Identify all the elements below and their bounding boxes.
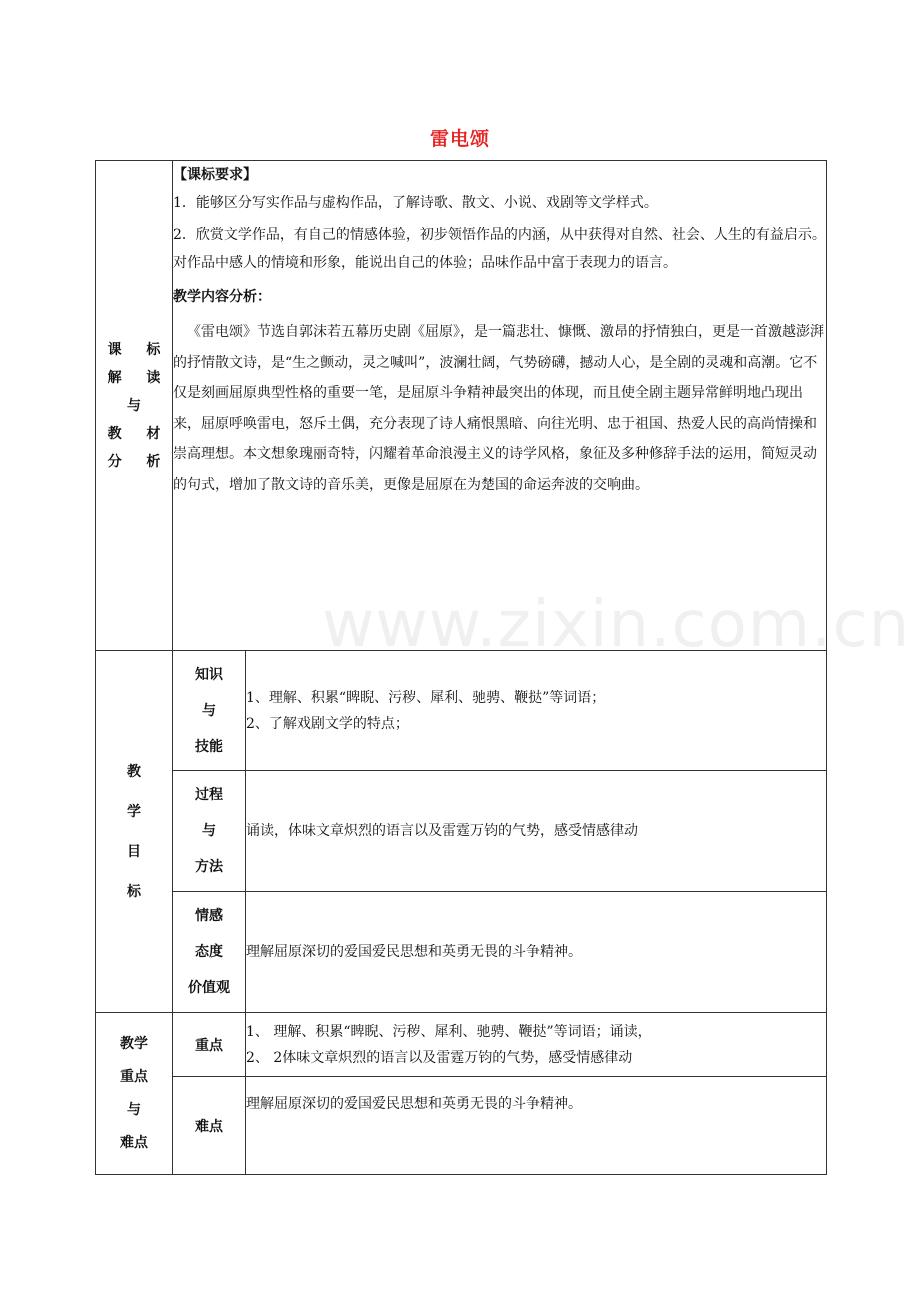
objective-line: 理解屈原深切的爱国爱民思想和英勇无畏的斗争精神。 <box>246 944 582 960</box>
objective-line: 诵读，体味文章炽烈的语言以及雷霆万钧的气势，感受情感律动 <box>246 823 638 839</box>
section-label-key-points <box>96 1013 173 1175</box>
section-label-line: 课 标 <box>107 341 171 358</box>
sub-label-line: 价值观 <box>188 980 230 996</box>
curriculum-content <box>173 161 827 651</box>
page-title: 雷电颂 <box>429 128 490 150</box>
analysis-heading: 教学内容分析： <box>173 289 271 305</box>
curriculum-item: 2．欣赏文学作品，有自己的情感体验，初步领悟作品的内涵，从中获得对自然、社会、人生的有益启示。对作品中感人的情境和形象，能说出自己的体验；品味作品中富于表现力的语言。 <box>173 227 826 271</box>
key-point-line: 理解屈原深切的爱国爱民思想和英勇无畏的斗争精神。 <box>246 1096 582 1112</box>
key-point-sub-label: 重点 <box>173 1013 246 1077</box>
sub-label-line: 方法 <box>195 859 223 875</box>
key-point-sub-label: 难点 <box>173 1077 246 1175</box>
sub-label-line: 与 <box>202 702 216 719</box>
key-points-row <box>96 1077 827 1175</box>
key-point-text <box>246 1013 827 1077</box>
watermark: www.zixin.com.cn <box>322 588 911 662</box>
objective-text <box>246 771 827 892</box>
objective-text <box>246 892 827 1013</box>
key-point-text <box>246 1077 827 1175</box>
analysis-paragraph: 《雷电颂》节选自郭沫若五幕历史剧《屈原》，是一篇悲壮、慷慨、激昂的抒情独白，更是一首激越澎湃的抒情散文诗，是“生之颤动，灵之喊叫”，波澜壮阔，气势磅礴，撼动人心，是全剧的灵魂和高潮。它不仅是刻画屈原典型性格的重要一笔，是屈原斗争精神最突出的体现，而且使全剧主题异常鲜明地凸现出来，屈原呼唤雷电，怒斥土偶，充分表现了诗人痛恨黑暗、向往光明、忠于祖国、热爱人民的高尚情操和崇高理想。本文想象瑰丽奇特，闪耀着革命浪漫主义的诗学风格，象征及多种修辞手法的运用，简短灵动的句式，增加了散文诗的音乐美，更像是屈原在为楚国的命运奔波的交响曲。 <box>173 324 824 493</box>
section-label-line: 与 <box>127 397 141 414</box>
curriculum-item: 1．能够区分写实作品与虚构作品，了解诗歌、散文、小说、戏剧等文学样式。 <box>173 195 658 211</box>
section-label-curriculum <box>96 161 173 651</box>
key-point-line: 2、 2体味文章炽烈的语言以及雷霆万钧的气势，感受情感律动 <box>246 1049 633 1066</box>
sub-label-line: 技能 <box>195 738 223 755</box>
sub-label-line: 过程 <box>195 787 223 803</box>
curriculum-heading: 【课标要求】 <box>173 167 257 183</box>
sub-label-line: 知识 <box>195 666 223 683</box>
objective-row <box>96 651 827 771</box>
key-point-line: 1、 理解、积累“睥睨、污秽、犀利、驰骋、鞭挞”等词语；诵读， <box>246 1023 652 1040</box>
curriculum-analysis-row <box>96 161 827 651</box>
section-label-line: 解 读 <box>107 369 171 386</box>
section-label-objectives <box>96 651 173 1013</box>
section-label-line: 教学 <box>120 1035 148 1052</box>
sub-label-line: 情感 <box>195 908 223 924</box>
sub-label-line: 与 <box>202 823 216 839</box>
objective-sub-label <box>173 771 246 892</box>
section-label-line: 教 材 <box>107 425 171 442</box>
lesson-plan-table <box>95 160 827 1175</box>
section-label-line: 教 <box>127 763 141 780</box>
objective-row <box>96 892 827 1013</box>
section-label-line: 分 析 <box>107 453 171 470</box>
objective-sub-label <box>173 892 246 1013</box>
key-points-row <box>96 1013 827 1077</box>
section-label-line: 难点 <box>120 1134 148 1151</box>
objective-line: 2、了解戏剧文学的特点； <box>246 715 409 732</box>
section-label-line: 学 <box>127 803 141 820</box>
objective-row <box>96 771 827 892</box>
section-label-line: 目 <box>127 843 141 860</box>
objective-sub-label <box>173 651 246 771</box>
section-label-line: 重点 <box>120 1068 148 1085</box>
objective-line: 1、理解、积累“睥睨、污秽、犀利、驰骋、鞭挞”等词语； <box>246 689 606 706</box>
objective-text <box>246 651 827 771</box>
section-label-line: 与 <box>127 1101 141 1118</box>
sub-label-line: 态度 <box>195 944 223 960</box>
section-label-line: 标 <box>127 883 141 900</box>
